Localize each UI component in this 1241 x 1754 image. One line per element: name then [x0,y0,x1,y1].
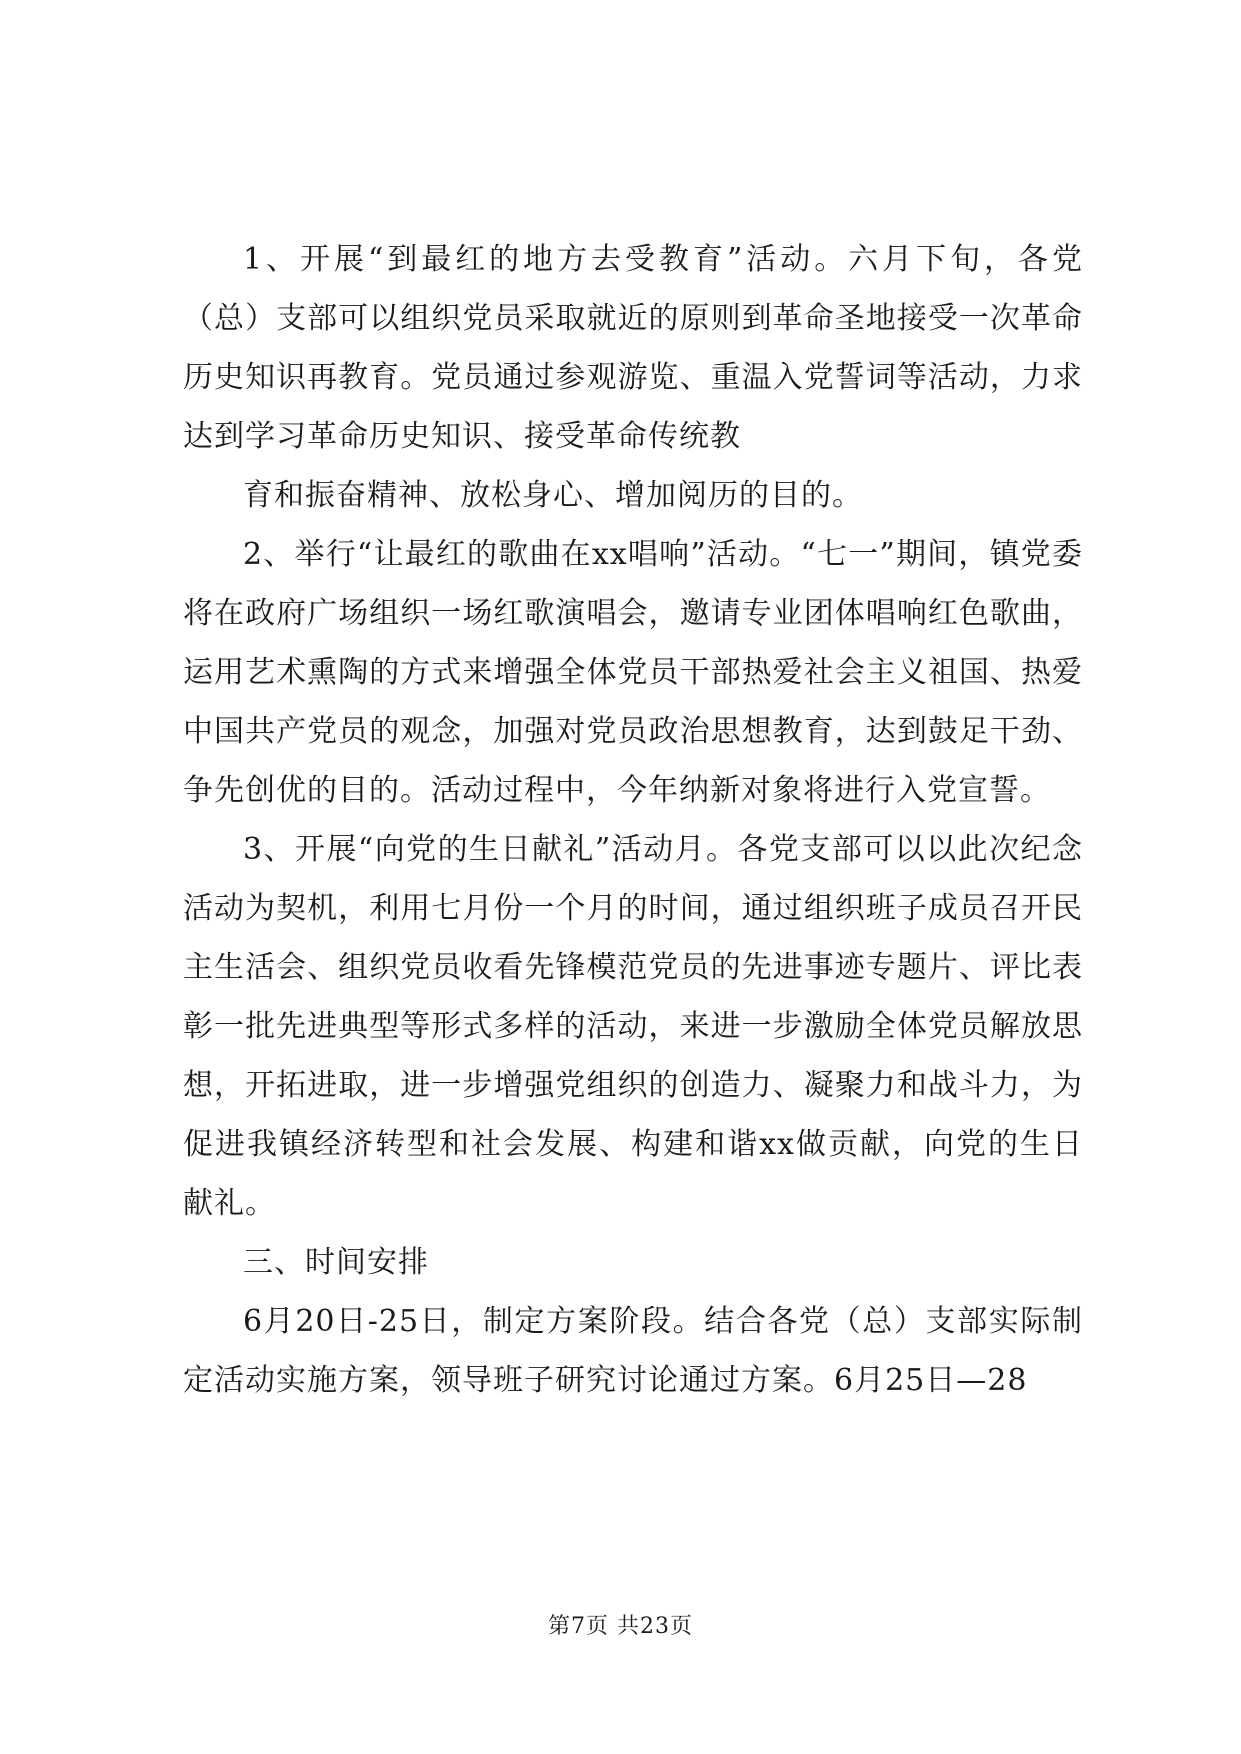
paragraph-item-3: 3、开展“向党的生日献礼”活动月。各党支部可以以此次纪念活动为契机，利用七月份一个月的时间，通过组织班子成员召开民主生活会、组织党员收看先锋模范党员的先进事迹专题片、评比表彰一批先进典型等形式多样的活动，来进一步激励全体党员解放思想，开拓进取，进一步增强党组织的创造力、凝聚力和战斗力，为促进我镇经济转型和社会发展、构建和谐xx做贡献，向党的生日献礼。 [183,832,1083,1221]
paragraph-item-1-continued: 育和振奋精神、放松身心、增加阅历的目的。 [243,478,863,513]
document-body [183,230,1083,1410]
paragraph-item-2: 2、举行“让最红的歌曲在xx唱响”活动。“七一”期间，镇党委将在政府广场组织一场红歌演唱会，邀请专业团体唱响红色歌曲，运用艺术熏陶的方式来增强全体党员干部热爱社会主义祖国、热爱中国共产党员的观念，加强对党员政治思想教育，达到鼓足干劲、争先创优的目的。活动过程中，今年纳新对象将进行入党宣誓。 [183,537,1083,808]
paragraph-schedule: 6月20日-25日，制定方案阶段。结合各党（总）支部实际制定活动实施方案，领导班子研究讨论通过方案。6月25日—28 [183,1304,1083,1398]
paragraph-item-1: 1、开展“到最红的地方去受教育”活动。六月下旬，各党（总）支部可以组织党员采取就近的原则到革命圣地接受一次革命历史知识再教育。党员通过参观游览、重温入党誓词等活动，力求达到学习革命历史知识、接受革命传统教 [183,242,1083,454]
section-heading-time-schedule: 三、时间安排 [243,1245,429,1280]
page-number-footer: 第7页 共23页 [548,1614,693,1639]
